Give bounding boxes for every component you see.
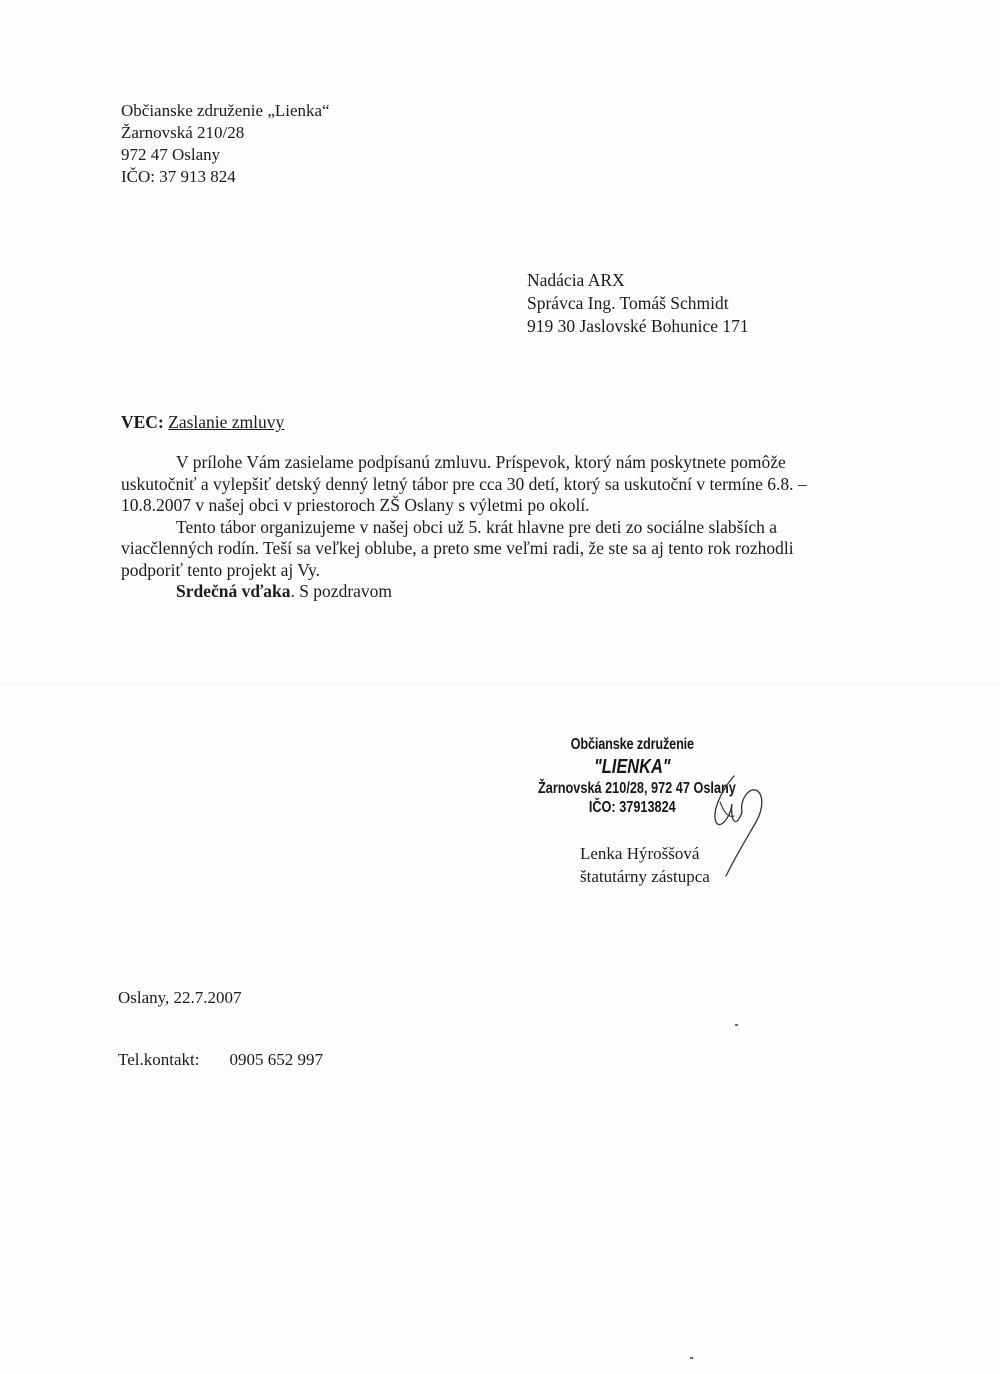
body-paragraph-2: Tento tábor organizujeme v našej obci už 5. krát hlavne pre deti zo sociálne slabších a viacčlenných rodín. Teší sa veľkej oblube, a preto sme veľmi radi, že ste sa aj tento rok rozhodli podporiť tento projekt aj Vy. [121,516,794,580]
date-line: Oslany, 22.7.2007 [118,988,242,1007]
closing-thanks: Srdečná vďaka [176,581,291,601]
body-paragraph-1: V prílohe Vám zasielame podpísanú zmluvu. Príspevok, ktorý nám poskytnete pomôže uskutočniť a vylepšiť detský denný letný tábor pre cca 30 detí, ktorý sa uskutoční v termíne 6.8. – 10.8.2007 v našej obci v priestoroch ZŠ Oslany s výletmi po okolí. [121,452,807,515]
stamp-line-3: Žarnovská 210/28, 972 47 Oslany [538,780,736,797]
sender-org: Občianske združenie „Lienka“ [121,101,330,120]
recipient-address [527,269,749,338]
sender-city: 972 47 Oslany [121,145,221,164]
closing-greeting: . S pozdravom [290,581,393,601]
paper-fold-line [0,683,1000,684]
paper-speck [735,1024,738,1026]
sender-street: Žarnovská 210/28 [121,123,245,142]
contact-phone: 0905 652 997 [229,1050,323,1069]
paper-speck [690,1357,693,1359]
signer-name: Lenka Hýroššová [580,844,700,863]
letter-body [121,452,841,603]
subject-line [121,411,284,433]
subject-label: VEC: [121,412,164,432]
recipient-address-line: 919 30 Jaslovské Bohunice 171 [527,316,749,336]
subject-text: Zaslanie zmluvy [168,412,285,432]
stamp-line-1: Občianske združenie [570,736,694,753]
stamp-line-4: IČO: 37913824 [588,799,676,816]
signer-role: štatutárny zástupca [580,867,710,886]
sender-ico: IČO: 37 913 824 [121,167,236,186]
body-closing [121,581,841,603]
signer-block [580,842,710,888]
contact-label: Tel.kontakt: [118,1050,200,1069]
recipient-manager: Správca Ing. Tomáš Schmidt [527,293,729,313]
contact-line [118,1049,323,1071]
recipient-name: Nadácia ARX [527,270,625,290]
sender-address [121,100,330,188]
stamp-line-2: "LIENKA" [593,756,671,778]
